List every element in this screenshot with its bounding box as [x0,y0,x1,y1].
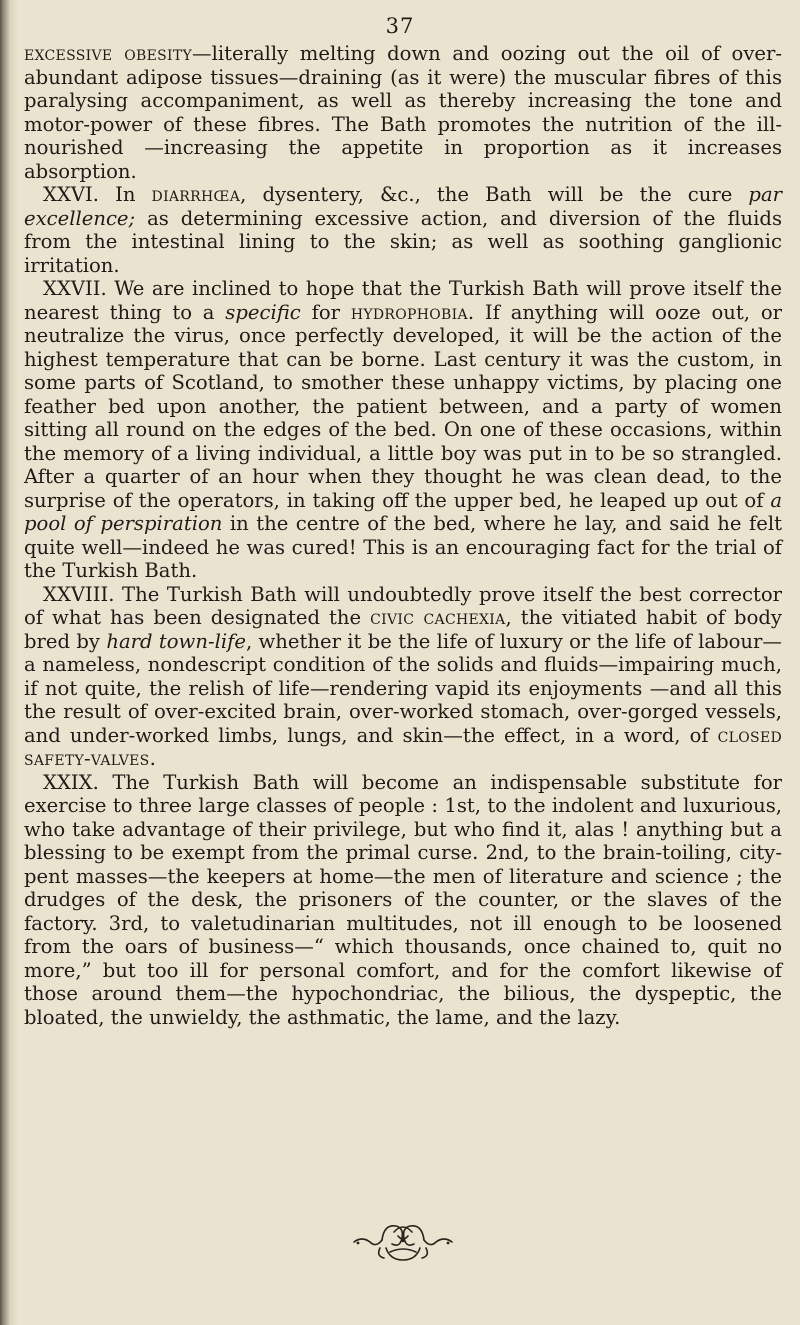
text-run: as determining excessive action, and diversion of the fluids from the intestinal lining to the skin; as well as soothing ganglionic irritation. [24,206,782,277]
small-caps-term: closed safety-valves [24,723,782,770]
page-gutter-shadow [0,0,18,1325]
paragraph-xxvi [24,183,782,277]
text-run: XXIX. The Turkish Bath will become an indispensable substitute for exercise to three large classes of people : 1st, to the indolent and luxurious, who take advantage of their privilege, but who find it, alas ! anything but a blessing to be exempt from the primal curse. 2nd, to the brain-toiling, city-pent masses—the keepers at home—the men of literature and science ; the drudges of the desk, the prisoners of the counter, or the slaves of the factory. 3rd, to valetudinarian multitudes, not ill enough to be loosened from the oars of business—“ which thousands, once chained to, quit no more,” but too ill for personal comfort, and for the comfort likewise of those around them—the hypochondriac, the bilious, the dyspeptic, the bloated, the unwieldy, the asthmatic, the lame, and the lazy. [24,770,782,1029]
text-run: in the centre of the bed, where he lay, and said he felt quite well—indeed he was cured! This is an encouraging fact for the trial of the Turkish Bath. [24,512,782,582]
italic-phrase: specific [225,300,301,324]
italic-phrase: par excellence; [24,183,782,230]
text-run: . [149,747,156,770]
body-text [24,42,782,1029]
paragraph-xxviii [24,583,782,771]
tailpiece-ornament [350,1218,456,1264]
paragraph-xxix [24,771,782,1030]
page-number: 37 [385,14,415,38]
text-run: , dysentery, &c., the Bath will be the cure [240,183,749,206]
small-caps-term: hydrophobia [350,300,468,324]
text-run: XXVII. We are inclined to hope that the Turkish Bath will prove itself the nearest thing to a [24,277,782,324]
text-run: . If anything will ooze out, or neutralize the virus, once perfectly developed, it will be the action of the highest temperature that can be borne. Last century it was the custom, in some parts of Scotland, to smother these unhappy victims, by placing one feather bed upon another, the patient between, and a party of women sitting all round on the edges of the bed. On one of these occasions, within the memory of a living individual, a little boy was put in to be so strangled. After a quarter of an hour when they thought he was clean dead, to the surprise of the operators, in taking off the upper bed, he leaped up out of [24,300,782,512]
text-run: , the vitiated habit of body bred by [24,606,783,653]
italic-phrase: hard town-life [106,629,246,653]
paragraph-continuation [24,42,782,183]
text-run: XXVI. In [43,183,152,206]
text-run: XXVIII. The Turkish Bath will undoubtedly prove itself the best corrector of what has been designated the [24,582,782,629]
paragraph-xxvii [24,277,782,583]
text-run: , whether it be the life of luxury or the life of labour—a nameless, nondescript condition of the solids and fluids—impairing much, if not quite, the relish of life—rendering vapid its enjoyments —and all this the result of over-excited brain, over-worked stomach, over-gorged vessels, and under-worked limbs, lungs, and skin—the effect, in a word, of [24,629,782,747]
italic-phrase: a pool of perspiration [24,488,782,535]
small-caps-term: excessive obesity [24,42,192,65]
small-caps-term: diarrhœa [151,183,241,206]
text-run: for [300,300,351,324]
text-run: —literally melting down and oozing out the oil of over-abundant adipose tissues—draining (as it were) the muscular fibres of this paralysing accompaniment, as well as thereby increasing the tone and motor-power of these fibres. The Bath promotes the nutrition of the ill-nourished —increasing the appetite in proportion as it increases absorption. [24,42,782,183]
small-caps-term: civic cachexia [370,606,506,629]
